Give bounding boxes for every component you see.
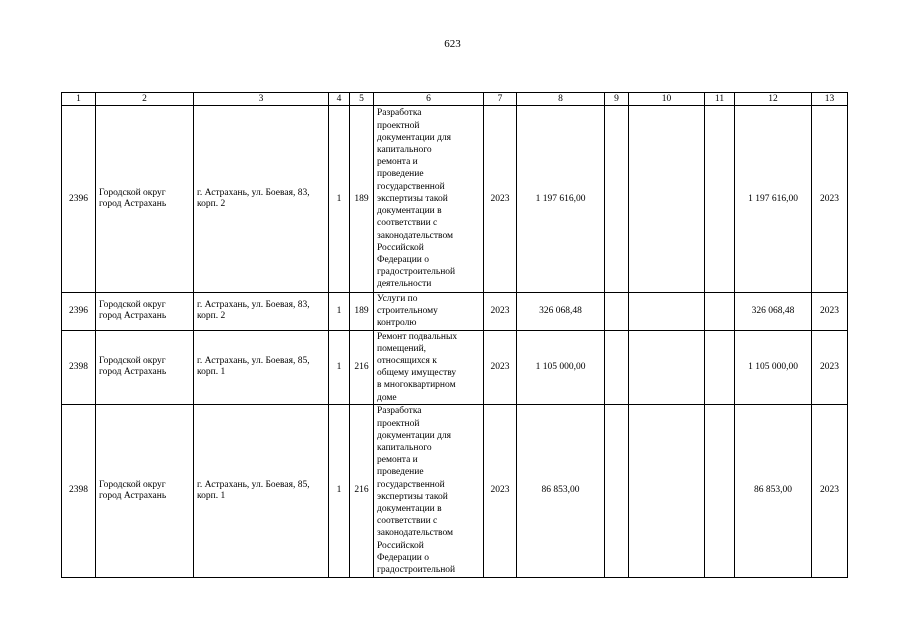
cell-work-type: Разработка проектной документации для капитального ремонта и проведение государственной экспертизы такой документации в соответствии с законодательством Российской Федерации о градостроительной деятельности — [374, 106, 484, 293]
cell-year: 2023 — [484, 404, 517, 577]
col-header-3: 3 — [194, 93, 329, 106]
table-row — [62, 404, 848, 577]
cell-number: 2398 — [62, 404, 96, 577]
cell-number: 2396 — [62, 293, 96, 331]
cell-address: г. Астрахань, ул. Боевая, 83, корп. 2 — [194, 293, 329, 331]
cell-col11 — [705, 106, 735, 293]
cell-col4: 1 — [329, 106, 350, 293]
cell-district: Городской округ город Астрахань — [96, 293, 194, 331]
cell-col9 — [605, 404, 629, 577]
cell-district: Городской округ город Астрахань — [96, 106, 194, 293]
cell-sum-12: 1 197 616,00 — [735, 106, 812, 293]
cell-sum-12: 326 068,48 — [735, 293, 812, 331]
cell-col4: 1 — [329, 293, 350, 331]
col-header-8: 8 — [517, 93, 605, 106]
cell-work-type: Разработка проектной документации для капитального ремонта и проведение государственной экспертизы такой документации в соответствии с законодательством Российской Федерации о градостроительной — [374, 404, 484, 577]
cell-sum: 326 068,48 — [517, 293, 605, 331]
cell-year: 2023 — [484, 106, 517, 293]
cell-year-13: 2023 — [812, 404, 848, 577]
cell-year-13: 2023 — [812, 330, 848, 404]
cell-sum-12: 86 853,00 — [735, 404, 812, 577]
col-header-5: 5 — [350, 93, 374, 106]
col-header-9: 9 — [605, 93, 629, 106]
cell-col10 — [629, 404, 705, 577]
cell-col9 — [605, 293, 629, 331]
cell-year: 2023 — [484, 293, 517, 331]
col-header-6: 6 — [374, 93, 484, 106]
header-row — [62, 93, 848, 106]
cell-col9 — [605, 106, 629, 293]
col-header-7: 7 — [484, 93, 517, 106]
col-header-1: 1 — [62, 93, 96, 106]
cell-col5: 189 — [350, 106, 374, 293]
cell-col9 — [605, 330, 629, 404]
cell-number: 2396 — [62, 106, 96, 293]
cell-col5: 189 — [350, 293, 374, 331]
cell-col10 — [629, 293, 705, 331]
cell-year-13: 2023 — [812, 106, 848, 293]
cell-col4: 1 — [329, 404, 350, 577]
table-row — [62, 293, 848, 331]
cell-col11 — [705, 404, 735, 577]
cell-number: 2398 — [62, 330, 96, 404]
cell-col4: 1 — [329, 330, 350, 404]
col-header-11: 11 — [705, 93, 735, 106]
cell-address: г. Астрахань, ул. Боевая, 83, корп. 2 — [194, 106, 329, 293]
cell-address: г. Астрахань, ул. Боевая, 85, корп. 1 — [194, 404, 329, 577]
cell-col10 — [629, 106, 705, 293]
col-header-12: 12 — [735, 93, 812, 106]
col-header-2: 2 — [96, 93, 194, 106]
registry-table — [61, 92, 848, 578]
cell-district: Городской округ город Астрахань — [96, 330, 194, 404]
cell-col11 — [705, 330, 735, 404]
cell-district: Городской округ город Астрахань — [96, 404, 194, 577]
cell-col5: 216 — [350, 330, 374, 404]
table-row — [62, 106, 848, 293]
cell-sum: 86 853,00 — [517, 404, 605, 577]
col-header-4: 4 — [329, 93, 350, 106]
cell-sum: 1 197 616,00 — [517, 106, 605, 293]
cell-address: г. Астрахань, ул. Боевая, 85, корп. 1 — [194, 330, 329, 404]
cell-sum: 1 105 000,00 — [517, 330, 605, 404]
col-header-13: 13 — [812, 93, 848, 106]
cell-year-13: 2023 — [812, 293, 848, 331]
cell-sum-12: 1 105 000,00 — [735, 330, 812, 404]
page-number: 623 — [444, 38, 461, 50]
cell-year: 2023 — [484, 330, 517, 404]
cell-work-type: Услуги по строительному контролю — [374, 293, 484, 331]
cell-col5: 216 — [350, 404, 374, 577]
cell-col10 — [629, 330, 705, 404]
cell-work-type: Ремонт подвальных помещений, относящихся к общему имуществу в многоквартирном доме — [374, 330, 484, 404]
cell-col11 — [705, 293, 735, 331]
table-row — [62, 330, 848, 404]
col-header-10: 10 — [629, 93, 705, 106]
